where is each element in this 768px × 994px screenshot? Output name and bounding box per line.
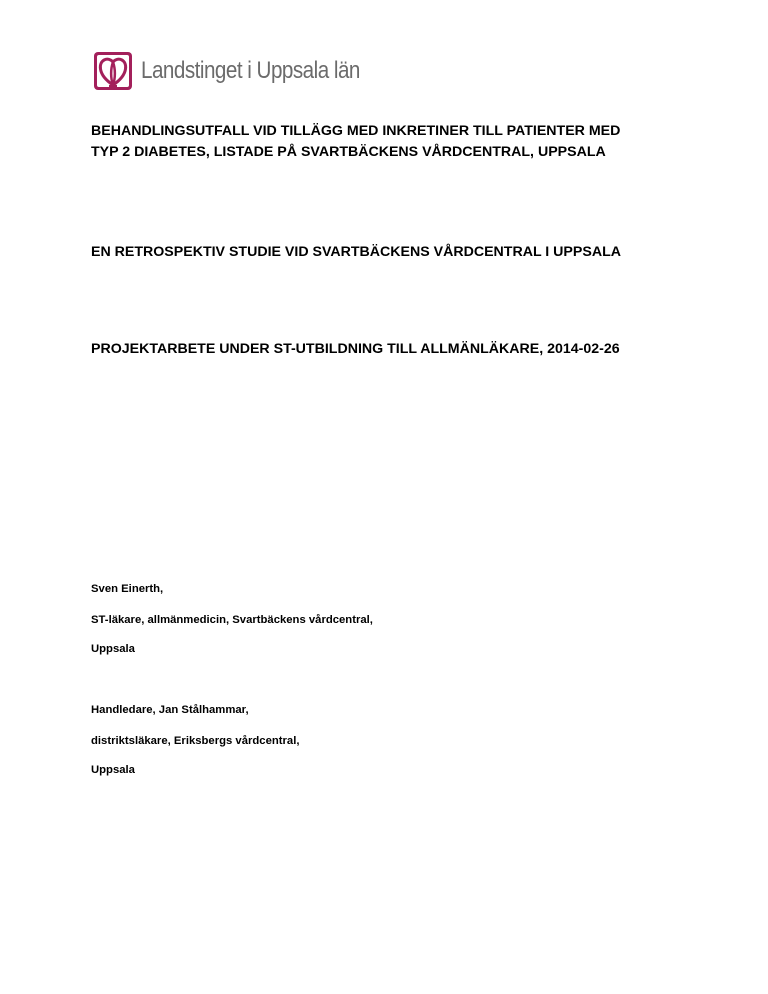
project-description: PROJEKTARBETE UNDER ST-UTBILDNING TILL ALLMÄNLÄKARE, 2014-02-26	[91, 341, 620, 357]
heart-logo-icon	[93, 51, 133, 91]
organization-name: Landstinget i Uppsala län	[141, 57, 360, 84]
organization-logo	[93, 51, 396, 91]
document-title	[91, 121, 691, 163]
supervisor-role: distriktsläkare, Eriksbergs vårdcentral,	[91, 735, 300, 747]
document-subtitle: EN RETROSPEKTIV STUDIE VID SVARTBÄCKENS VÅRDCENTRAL I UPPSALA	[91, 244, 621, 260]
author-name: Sven Einerth,	[91, 583, 164, 595]
author-city: Uppsala	[91, 643, 135, 655]
document-title-line-1: BEHANDLINGSUTFALL VID TILLÄGG MED INKRETINER TILL PATIENTER MED	[91, 123, 621, 139]
document-title-line-2: TYP 2 DIABETES, LISTADE PÅ SVARTBÄCKENS VÅRDCENTRAL, UPPSALA	[91, 144, 606, 160]
author-role: ST-läkare, allmänmedicin, Svartbäckens vårdcentral,	[91, 614, 373, 626]
supervisor-city: Uppsala	[91, 764, 135, 776]
supervisor-name: Handledare, Jan Stålhammar,	[91, 704, 249, 716]
